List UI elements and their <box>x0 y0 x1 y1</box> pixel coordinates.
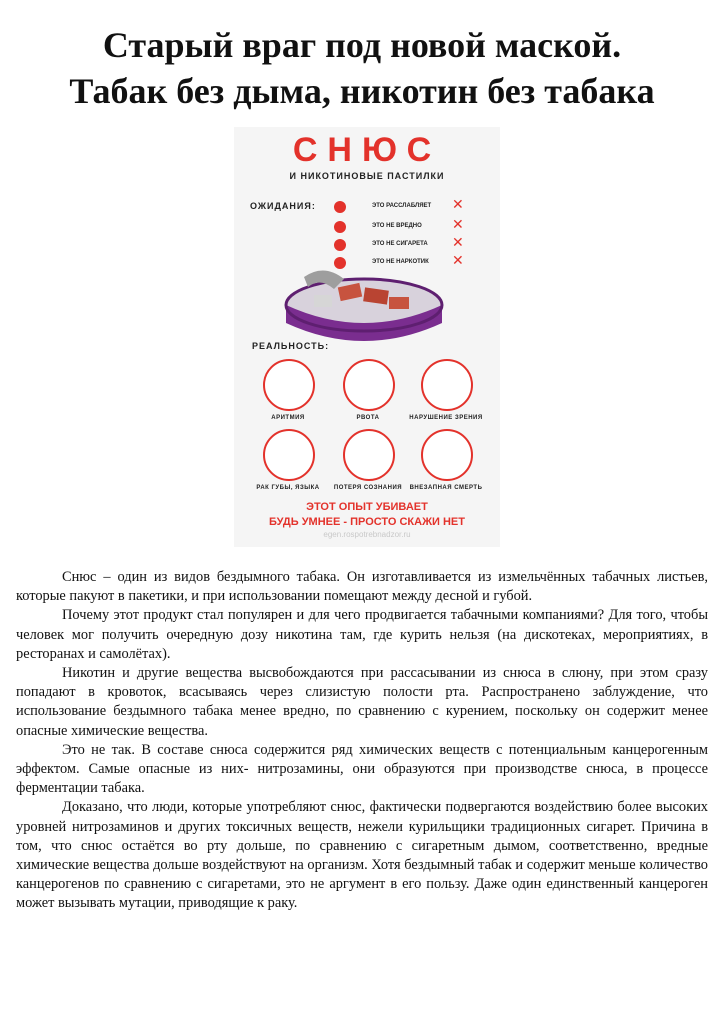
title-line-2: Табак без дыма, никотин без табака <box>69 71 655 111</box>
paragraph: Доказано, что люди, которые употребляют снюс, фактически подвергаются воздействию более высоких уровней нитрозаминов и других токсичных веществ, нежели курильщики традиционных сигарет. Причина в том, что снюс остаётся во рту дольше, по сравнению с сигаретным дымом, соответственно, вредные химические вещества дольше воздействуют на организм. Хотя бездымный табак и содержит меньше количество канцерогенов по сравнению с сигаретами, это не аргумент в его пользу. Даже один единственный канцероген может вызывать мутации, приводящие к раку. <box>16 799 708 912</box>
harmless-icon <box>334 221 346 233</box>
reality-label: РАК ГУБЫ, ЯЗЫКА <box>256 485 320 491</box>
no-drug-icon <box>334 257 346 269</box>
warning-line-1: ЭТОТ ОПЫТ УБИВАЕТ <box>306 501 428 513</box>
expectation-text: ЭТО НЕ ВРЕДНО <box>372 223 422 229</box>
expectations-heading: ОЖИДАНИЯ: <box>250 201 316 211</box>
expectation-text: ЭТО НЕ НАРКОТИК <box>372 259 429 265</box>
expectation-row <box>334 217 484 233</box>
reality-label: ВНЕЗАПНАЯ СМЕРТЬ <box>409 485 483 491</box>
paragraph: Почему этот продукт стал популярен и для чего продвигается табачными компаниями? Для того, чтобы человек мог получить очередную дозу никотина там, где курить нельзя (на дискотеках, мероприятиях, в ресторанах и самолётах). <box>16 607 708 662</box>
poster-subtitle: И НИКОТИНОВЫЕ ПАСТИЛКИ <box>289 171 445 181</box>
no-cigarette-icon <box>334 239 346 251</box>
cross-icon: ✕ <box>452 197 464 213</box>
page-title <box>0 22 724 114</box>
vision-icon <box>421 359 473 411</box>
reality-label: АРИТМИЯ <box>271 415 305 421</box>
expectation-row <box>334 235 484 251</box>
arrhythmia-icon <box>263 359 315 411</box>
cross-icon: ✕ <box>452 253 464 269</box>
paragraph: Это не так. В составе снюса содержится ряд химических веществ с потенциальным канцерогенным эффектом. Самые опасные из них- нитрозамины, они образуются при производстве снюса, в процессе ферментации табака. <box>16 741 708 797</box>
reality-heading: РЕАЛЬНОСТЬ: <box>252 341 330 351</box>
cross-icon: ✕ <box>452 235 464 251</box>
reality-label: РВОТА <box>356 415 380 421</box>
poster-title: СНЮС <box>292 131 442 169</box>
snus-tin-illustration <box>234 127 500 547</box>
expectation-row <box>334 253 484 269</box>
reality-label: НАРУШЕНИЕ ЗРЕНИЯ <box>409 415 483 421</box>
cross-icon: ✕ <box>452 217 464 233</box>
snus-poster <box>234 127 500 547</box>
lip-cancer-icon <box>263 429 315 481</box>
fainting-icon <box>343 429 395 481</box>
expectation-row <box>334 197 484 213</box>
title-line-1: Старый враг под новой маской. <box>102 25 622 65</box>
paragraph: Снюс – один из видов бездымного табака. Он изготавливается из измельчённых табачных листьев, которые пакуют в пакетики, и при использовании помещают между десной и губой. <box>16 569 708 605</box>
sudden-death-icon <box>421 429 473 481</box>
expectation-text: ЭТО РАССЛАБЛЯЕТ <box>372 203 432 209</box>
paragraph: Никотин и другие вещества высвобождаются при рассасывании из снюса в слюну, при этом сразу попадают в кровоток, всасываясь через слизистую полости рта. Распространено заблуждение, что использование бездымного табака менее вредно, по сравнению с курением, поскольку он содержит менее опасные химические вещества. <box>16 665 708 739</box>
warning-line-2: БУДЬ УМНЕЕ - ПРОСТО СКАЖИ НЕТ <box>268 516 465 528</box>
expectation-text: ЭТО НЕ СИГАРЕТА <box>372 241 428 247</box>
reality-label: ПОТЕРЯ СОЗНАНИЯ <box>333 485 403 491</box>
vomit-icon <box>343 359 395 411</box>
poster-url: egen.rospotrebnadzor.ru <box>323 530 411 539</box>
relax-icon <box>334 201 346 213</box>
article-body <box>16 568 708 914</box>
